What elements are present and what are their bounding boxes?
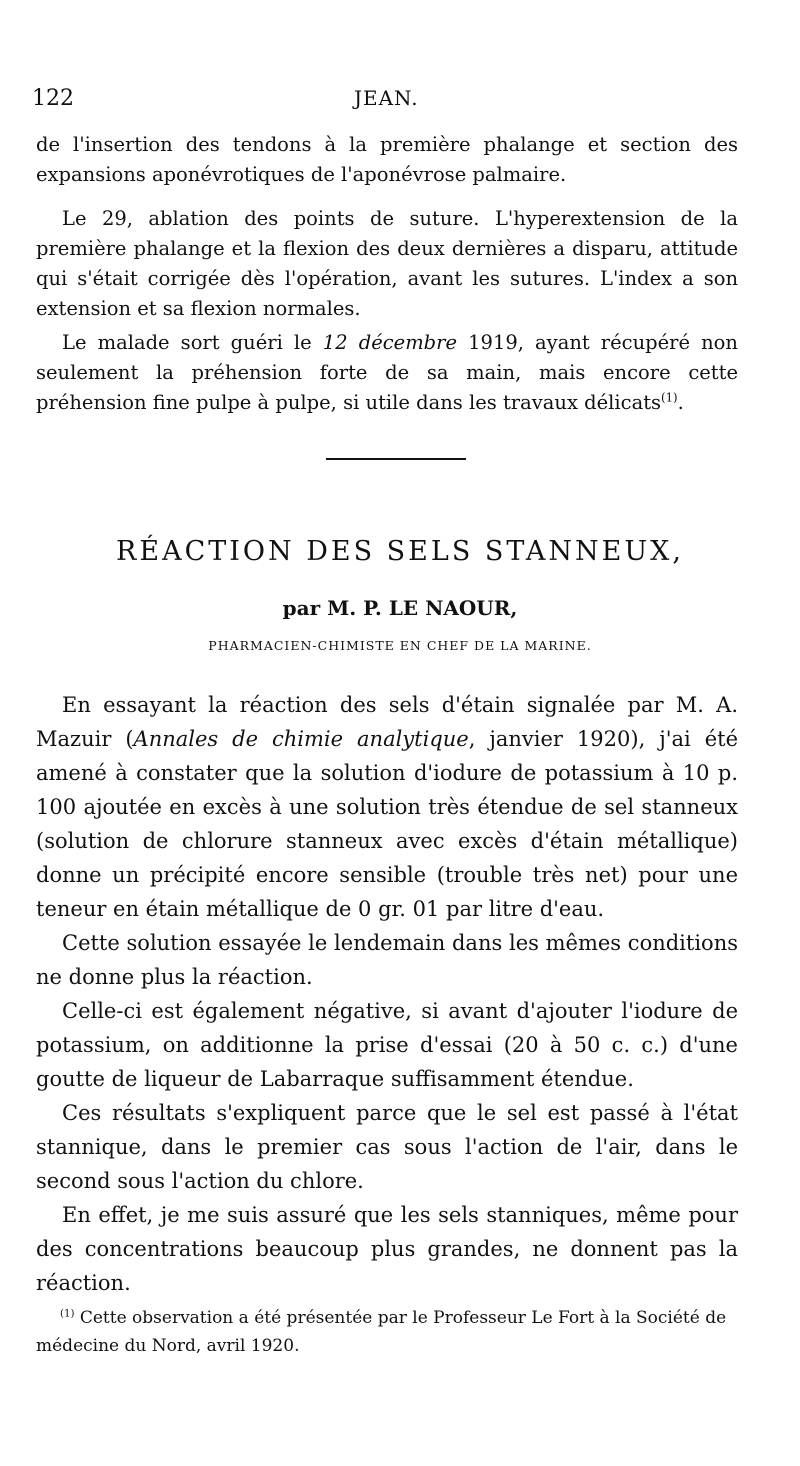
paragraph-1-start: En essayant la réaction des sels d'étain signalée par M. A. Mazuir ( — [36, 693, 738, 751]
article-body — [36, 688, 738, 1300]
journal-title: Annales de chimie analytique — [133, 727, 469, 751]
paragraph-3-start: Le malade sort guéri le — [62, 331, 323, 354]
article-paragraph-2: Cette solution essayée le lendemain dans les mêmes conditions ne donne plus la réaction. — [36, 931, 738, 989]
article-paragraph-4: Ces résultats s'expliquent parce que le sel est passé à l'état stannique, dans le premier cas sous l'action de l'air, dans le second sous l'action du chlore. — [36, 1101, 738, 1193]
article-paragraph-5: En effet, je me suis assuré que les sels stanniques, même pour des concentrations beaucoup plus grandes, ne donnent pas la réaction. — [36, 1203, 738, 1295]
footnote-marker: (1) — [60, 1308, 75, 1320]
paragraph-3-end: . — [677, 391, 684, 414]
author-affiliation: PHARMACIEN-CHIMISTE EN CHEF DE LA MARINE. — [208, 638, 592, 653]
article-paragraph-1 — [36, 688, 738, 926]
page-header — [32, 86, 740, 116]
running-head: JEAN. — [354, 86, 419, 110]
article-title: RÉACTION DES SELS STANNEUX, — [116, 536, 684, 567]
article-author: par M. P. LE NAOUR, — [282, 596, 518, 620]
date-text: 12 décembre — [322, 331, 458, 354]
continuation-text — [36, 130, 738, 418]
continuation-paragraph-1: de l'insertion des tendons à la première phalange et section des expansions aponévrotiques de l'aponévrose palmaire. — [36, 133, 738, 186]
continuation-paragraph-3 — [36, 328, 738, 418]
footnote-reference: (1) — [661, 390, 678, 405]
footnote — [36, 1304, 738, 1360]
paragraph-3-middle: 1919, ayant récupéré non seulement la préhension forte de sa main, mais encore cette préhension fine pulpe à pulpe, si utile dans les travaux délicats — [36, 331, 738, 414]
article-paragraph-3: Celle-ci est également négative, si avant d'ajouter l'iodure de potassium, on additionne la prise d'essai (20 à 50 c. c.) d'une goutte de liqueur de Labarraque suffisamment étendue. — [36, 999, 738, 1091]
footnote-text: Cette observation a été présentée par le Professeur Le Fort à la Société de médecine du Nord, avril 1920. — [36, 1308, 727, 1356]
paragraph-1-end: , janvier 1920), j'ai été amené à constater que la solution d'iodure de potassium à 10 p. 100 ajoutée en excès à une solution très étendue de sel stanneux (solution de chlorure stanneux avec excès d'étain métallique) donne un précipité encore sensible (trouble très net) pour une teneur en étain métallique de 0 gr. 01 par litre d'eau. — [36, 727, 738, 921]
page-number: 122 — [32, 86, 74, 111]
continuation-paragraph-2: Le 29, ablation des points de suture. L'hyperextension de la première phalange et la flexion des deux dernières a disparu, attitude qui s'était corrigée dès l'opération, avant les sutures. L'index a son extension et sa flexion normales. — [36, 207, 738, 320]
section-divider — [326, 458, 466, 460]
